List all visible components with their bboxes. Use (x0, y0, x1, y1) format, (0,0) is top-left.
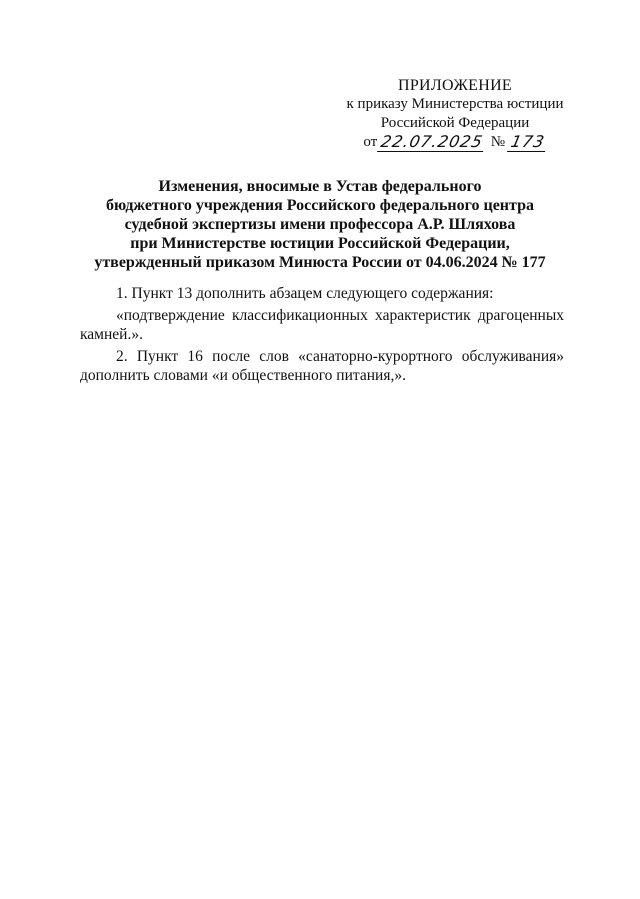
from-label: от (363, 134, 378, 150)
handwritten-date: 22.07.2025 (377, 133, 487, 152)
title-line: бюджетного учреждения Российского федерального центра (106, 197, 534, 214)
title-line: при Министерстве юстиции Российской Федерации, (130, 235, 510, 252)
appendix-title: ПРИЛОЖЕНИЕ (397, 77, 512, 94)
appendix-header (330, 76, 580, 152)
number-label: № (490, 134, 506, 150)
title-line: утвержденный приказом Минюста России от 04.06.2024 № 177 (94, 254, 546, 271)
title-line: судебной экспертизы имени профессора А.Р. Шляхова (124, 216, 516, 233)
paragraph-1: 1. Пункт 13 дополнить абзацем следующего содержания: (116, 285, 494, 302)
document-body (80, 284, 564, 386)
paragraph-2: «подтверждение классификационных характеристик драгоценных камней.». (80, 306, 564, 343)
appendix-date-line (330, 133, 580, 152)
title-line: Изменения, вносимые в Устав федерального (158, 178, 482, 195)
document-title (70, 177, 570, 272)
appendix-ministry-line: Российской Федерации (380, 115, 530, 131)
paragraph-3: 2. Пункт 16 после слов «санаторно-курортного обслуживания» дополнить словами «и общественного питания,». (80, 347, 564, 384)
handwritten-number: 173 (507, 133, 549, 152)
appendix-order-line: к приказу Министерства юстиции (346, 96, 564, 112)
